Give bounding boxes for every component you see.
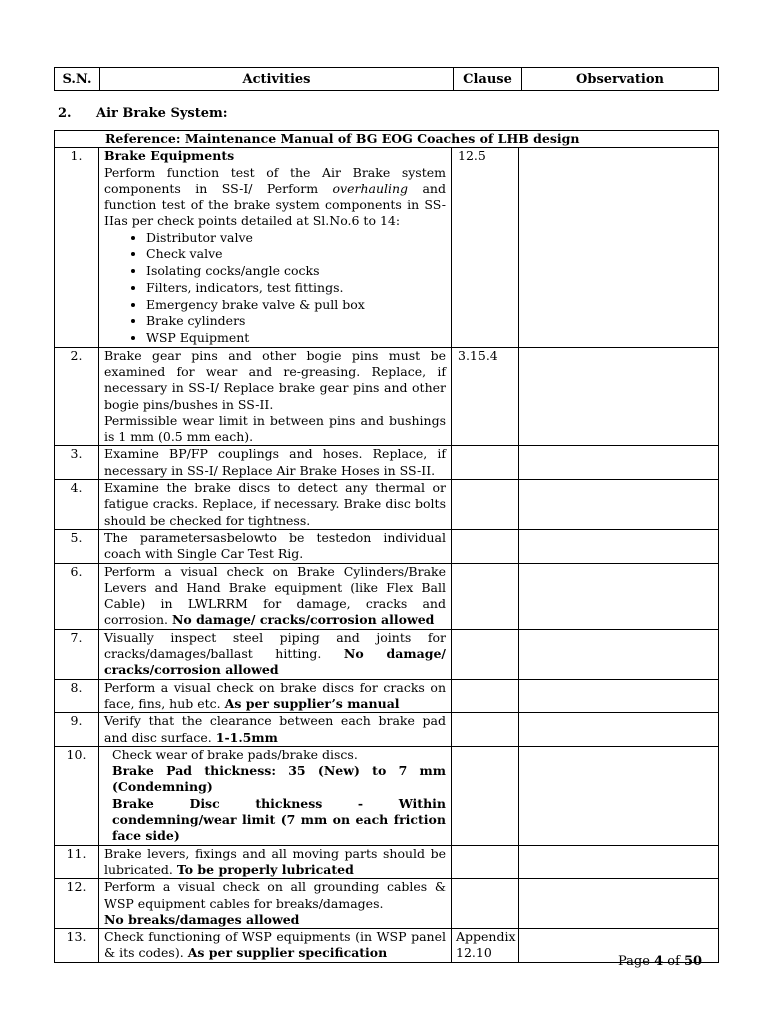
header-activities: Activities (100, 68, 454, 91)
row-activity (99, 563, 452, 629)
row-observation[interactable] (519, 679, 719, 713)
row-text: Check wear of brake pads/brake discs. (112, 746, 358, 762)
row-text: and function test of the brake system components in SS-IIas per check points detailed at Sl.No.6 to 14: (104, 180, 446, 229)
list-item: • Brake cylinders (146, 313, 446, 330)
row-activity (99, 148, 452, 347)
header-sn: S.N. (55, 68, 100, 91)
activities-table (54, 130, 719, 963)
list-item: • Emergency brake valve & pull box (146, 297, 446, 314)
page-total: 50 (684, 954, 703, 969)
row-clause (452, 746, 519, 845)
section-number: 2. (58, 106, 72, 121)
row-sn: 9. (55, 713, 99, 747)
row-requirement (104, 763, 446, 796)
row-requirement: No damage/ cracks/corrosion allowed (171, 612, 435, 628)
row-clause (452, 879, 519, 929)
row-activity: The parametersasbelowto be testedon individual coach with Single Car Test Rig. (99, 529, 452, 563)
row-clause (452, 713, 519, 747)
table-row (55, 679, 719, 713)
row-sn: 5. (55, 529, 99, 563)
header-table (54, 67, 719, 91)
list-item: • WSP Equipment (146, 330, 446, 347)
row-clause (452, 480, 519, 530)
row-requirement: To be properly lubricated (176, 861, 354, 877)
row-activity (99, 746, 452, 845)
row-sn: 2. (55, 347, 99, 446)
row-activity (99, 713, 452, 747)
row-text: Permissible wear limit in between pins and bushings is 1 mm (0.5 mm each). (104, 412, 446, 445)
table-row (55, 529, 719, 563)
table-row (55, 446, 719, 480)
row-observation[interactable] (519, 629, 719, 679)
row-activity (99, 845, 452, 879)
pad-thickness-limit: Brake Pad thickness: 35 (New) to 7 mm (Condemning) (112, 763, 446, 795)
row-text: Check functioning of WSP equipments (in WSP panel & its codes). (104, 929, 446, 961)
table-row (55, 563, 719, 629)
row-observation[interactable] (519, 480, 719, 530)
row-activity (99, 629, 452, 679)
reference-text: Reference: Maintenance Manual of BG EOG Coaches of LHB design (55, 131, 719, 148)
table-row (55, 713, 719, 747)
row-sn: 8. (55, 679, 99, 713)
row-observation[interactable] (519, 148, 719, 347)
row-observation[interactable] (519, 845, 719, 879)
row-sn: 3. (55, 446, 99, 480)
row-requirement: No breaks/damages allowed (104, 911, 300, 927)
page-number: 4 (654, 954, 664, 969)
row-clause (452, 529, 519, 563)
reference-row (55, 131, 719, 148)
row-sn: 1. (55, 148, 99, 347)
disc-thickness-limit: Brake Disc thickness - Within condemning/wear limit (7 mm on each friction face side) (112, 795, 446, 844)
row-activity: Examine the brake discs to detect any thermal or fatigue cracks. Replace, if necessary. Brake disc bolts should be checked for tightness. (99, 480, 452, 530)
list-item: • Check valve (146, 246, 446, 263)
row-text: Perform a visual check on Brake Cylinders/Brake Levers and Hand Brake equipment (like Flex Ball Cable) in LWLRRM for damage, cracks and corrosion. (104, 563, 446, 628)
row-observation[interactable] (519, 746, 719, 845)
footer-mid: of (663, 954, 685, 969)
table-row (55, 148, 719, 347)
page-footer (618, 954, 702, 969)
row-clause (452, 845, 519, 879)
row-sn: 6. (55, 563, 99, 629)
row-sn: 11. (55, 845, 99, 879)
list-item: • Isolating cocks/angle cocks (146, 263, 446, 280)
row-text: Perform function test of the Air Brake system components in SS-I/ Perform (104, 164, 446, 196)
row-requirement: As per supplier specification (187, 945, 388, 961)
row-sn: 7. (55, 629, 99, 679)
row-clause: 12.5 (452, 148, 519, 347)
table-row (55, 629, 719, 679)
row-text: Perform a visual check on all grounding cables & WSP equipment cables for breaks/damages. (104, 879, 446, 911)
section-title: Air Brake System: (96, 106, 228, 121)
row-clause: 3.15.4 (452, 347, 519, 446)
table-row (55, 879, 719, 929)
row-requirement: As per supplier’s manual (224, 695, 400, 711)
header-observation: Observation (522, 68, 719, 91)
row-text: Brake levers, fixings and all moving parts should be lubricated. (104, 845, 446, 877)
row-requirement: 1-1.5mm (215, 729, 278, 745)
row-sn: 10. (55, 746, 99, 845)
row-sn: 4. (55, 480, 99, 530)
row-clause (452, 679, 519, 713)
row-requirement: No damage/ cracks/corrosion allowed (104, 646, 446, 678)
row-requirement (104, 796, 446, 845)
row-title: Brake Equipments (104, 148, 235, 164)
row-text: Perform a visual check on brake discs for cracks on face, fins, hub etc. (104, 679, 446, 711)
row-text: Brake gear pins and other bogie pins must be examined for wear and re-greasing. Replace, if necessary in SS-I/ Replace brake gear pins and other bogie pins/bushes in SS-II. (104, 347, 446, 412)
table-row (55, 480, 719, 530)
row-observation[interactable] (519, 713, 719, 747)
row-text: Visually inspect steel piping and joints for cracks/damages/ballast hitting. (104, 629, 446, 662)
row-activity (99, 879, 452, 929)
table-row (55, 746, 719, 845)
row-observation[interactable] (519, 879, 719, 929)
list-item: • Distributor valve (146, 230, 446, 247)
row-sn: 13. (55, 929, 99, 963)
row-text: Verify that the clearance between each brake pad and disc surface. (104, 713, 446, 745)
row-observation[interactable] (519, 446, 719, 480)
row-activity (99, 929, 452, 963)
component-list (104, 230, 446, 347)
row-activity (99, 679, 452, 713)
row-activity (99, 347, 452, 446)
header-clause: Clause (454, 68, 522, 91)
section-heading (58, 106, 228, 121)
row-clause: Appendix 12.10 (452, 929, 519, 963)
row-activity: Examine BP/FP couplings and hoses. Replace, if necessary in SS-I/ Replace Air Brake Hoses in SS-II. (99, 446, 452, 480)
row-observation[interactable] (519, 563, 719, 629)
row-sn: 12. (55, 879, 99, 929)
row-observation[interactable] (519, 529, 719, 563)
row-observation[interactable] (519, 347, 719, 446)
list-item: • Filters, indicators, test fittings. (146, 280, 446, 297)
table-row (55, 845, 719, 879)
footer-prefix: Page (618, 954, 655, 969)
table-row (55, 347, 719, 446)
row-clause (452, 629, 519, 679)
row-clause (452, 563, 519, 629)
row-emphasis: overhauling (332, 180, 409, 196)
row-clause (452, 446, 519, 480)
